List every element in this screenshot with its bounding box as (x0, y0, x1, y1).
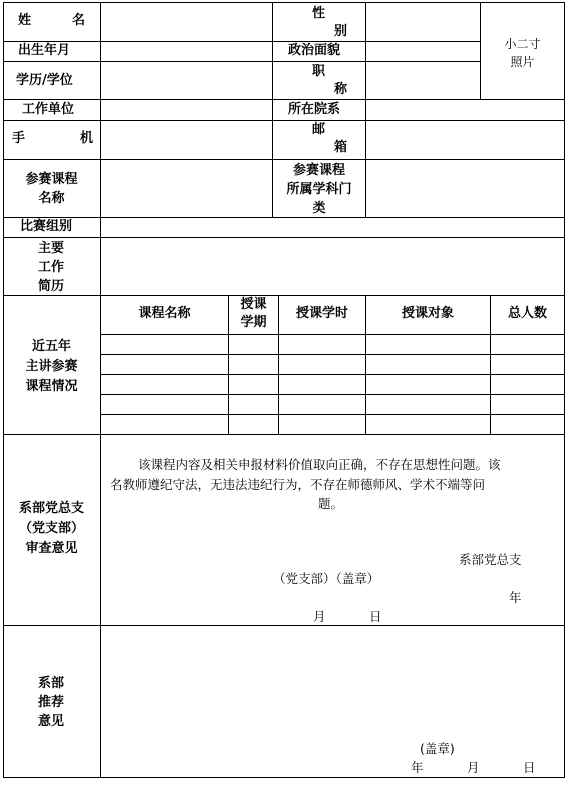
col-header-hours: 授课学时 (295, 306, 348, 321)
name-label-char1: 姓 (18, 13, 32, 28)
courses-section-label (3, 337, 100, 397)
education-field[interactable] (101, 62, 272, 99)
work-unit-label: 工作单位 (22, 102, 75, 117)
courses-section-label-line1: 近五年 (31, 339, 71, 354)
name-label-char2: 名 (72, 13, 86, 28)
recommendation-year: 年 (411, 760, 424, 775)
political-label: 政治面貌 (288, 43, 341, 58)
birth-label: 出生年月 (18, 43, 71, 58)
party-signer: 系部党总支 (459, 552, 522, 567)
subject-field[interactable] (366, 160, 564, 217)
recommendation-day: 日 (523, 760, 536, 775)
photo-label-line2: 照片 (510, 55, 535, 69)
courses-section-label-line2: 主讲参赛 (25, 359, 78, 374)
name-field[interactable] (101, 3, 272, 41)
resume-field[interactable] (101, 238, 564, 295)
phone-label-char2: 机 (80, 131, 94, 146)
political-field[interactable] (366, 42, 480, 61)
party-review-label (3, 499, 100, 559)
subject-label-line3: 类 (312, 201, 326, 216)
birth-field[interactable] (101, 42, 272, 61)
party-year: 年 (509, 590, 522, 605)
title-label-char2: 称 (334, 82, 348, 97)
subject-label-line1: 参赛课程 (292, 163, 345, 178)
col-header-course-name: 课程名称 (138, 306, 191, 321)
email-field[interactable] (366, 121, 564, 159)
resume-label-line1: 主要 (37, 241, 64, 256)
course-name-label-line1: 参赛课程 (25, 172, 78, 187)
party-review-label-line2: （党支部） (18, 521, 84, 536)
party-review-label-line3: 审查意见 (25, 541, 78, 556)
course-name-label (3, 170, 100, 208)
title-field[interactable] (366, 62, 480, 99)
col-header-semester-line2: 学期 (240, 315, 267, 330)
group-field[interactable] (101, 218, 564, 237)
table-row[interactable] (101, 375, 564, 394)
gender-label-char2: 别 (334, 24, 348, 39)
courses-section-label-line3: 课程情况 (25, 379, 78, 394)
group-label: 比赛组别 (20, 219, 73, 234)
gender-label-char1: 性 (312, 6, 326, 21)
party-statement-line1: 该课程内容及相关申报材料价值取向正确，不存在思想性问题。该 (138, 457, 501, 472)
recommendation-label-line2: 推荐 (37, 695, 64, 710)
col-header-semester (229, 296, 278, 332)
table-row[interactable] (101, 395, 564, 414)
recommendation-field[interactable] (101, 626, 564, 736)
recommendation-month: 月 (467, 760, 480, 775)
course-name-label-line2: 名称 (38, 191, 65, 206)
col-header-semester-line1: 授课 (240, 297, 267, 312)
party-statement-line2: 名教师遵纪守法，无违法违纪行为，不存在师德师风、学术不端等问 (110, 477, 486, 492)
gender-field[interactable] (366, 3, 480, 41)
recommendation-label-line3: 意见 (37, 714, 64, 729)
col-header-total: 总人数 (507, 306, 547, 321)
department-field[interactable] (366, 100, 564, 120)
party-statement-line3: 题。 (318, 496, 344, 511)
email-label-char2: 箱 (334, 140, 348, 155)
title-label-char1: 职 (312, 64, 326, 79)
phone-field[interactable] (101, 121, 272, 159)
photo-label-line1: 小二寸 (504, 37, 541, 51)
education-label: 学历/学位 (16, 73, 73, 88)
party-seal: （党支部）（盖章） (273, 571, 380, 586)
course-name-field[interactable] (101, 160, 272, 217)
department-label: 所在院系 (288, 102, 341, 117)
party-day: 日 (369, 609, 382, 624)
resume-label-line3: 简历 (37, 279, 64, 294)
recommendation-label (25, 674, 77, 731)
recommendation-label-line1: 系部 (37, 676, 64, 691)
col-header-audience: 授课对象 (401, 306, 454, 321)
table-row[interactable] (101, 335, 564, 354)
party-review-label-line1: 系部党总支 (18, 501, 84, 516)
phone-label-char1: 手 (12, 131, 26, 146)
work-unit-field[interactable] (101, 100, 272, 120)
recommendation-seal: (盖章) (420, 741, 455, 756)
resume-label-line2: 工作 (37, 260, 64, 275)
table-row[interactable] (101, 415, 564, 434)
subject-label-line2: 所属学科门 (286, 182, 352, 197)
subject-label (273, 161, 365, 218)
photo-box (481, 3, 564, 99)
party-month: 月 (313, 609, 326, 624)
email-label-char1: 邮 (312, 122, 326, 137)
resume-label (25, 239, 77, 296)
table-row[interactable] (101, 355, 564, 374)
